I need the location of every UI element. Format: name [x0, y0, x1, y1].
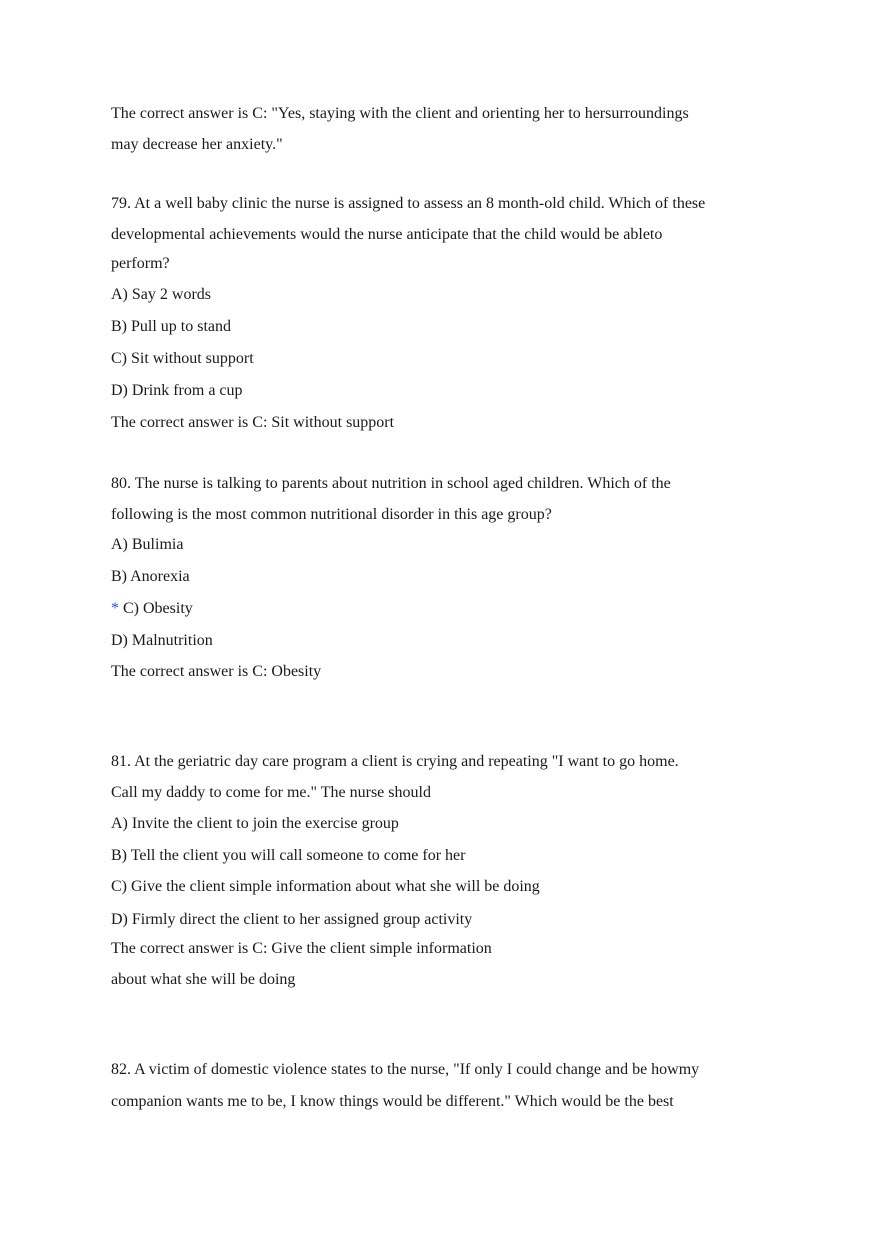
q80-answer: The correct answer is C: Obesity	[111, 663, 322, 680]
q81-option-b: B) Tell the client you will call someone to come for her	[111, 847, 466, 864]
q80-option-a: A) Bulimia	[111, 536, 184, 553]
q80-stem-line-2: following is the most common nutritional disorder in this age group?	[111, 506, 552, 523]
q80-option-b: B) Anorexia	[111, 568, 190, 585]
intro-answer-line-1: The correct answer is C: "Yes, staying with the client and orienting her to hersurroundings	[111, 105, 689, 122]
q81-option-a: A) Invite the client to join the exercise group	[111, 815, 399, 832]
q81-stem-line-1: 81. At the geriatric day care program a client is crying and repeating "I want to go home.	[111, 753, 679, 770]
q79-stem-line-3: perform?	[111, 255, 170, 272]
q82-stem-line-1: 82. A victim of domestic violence states to the nurse, "If only I could change and be howmy	[111, 1061, 700, 1078]
q80-option-c: C) Obesity	[123, 600, 193, 617]
asterisk-marker: *	[111, 600, 119, 617]
intro-answer-line-2: may decrease her anxiety."	[111, 136, 283, 153]
q79-option-a: A) Say 2 words	[111, 286, 211, 303]
q79-answer: The correct answer is C: Sit without support	[111, 414, 395, 431]
q79-option-c: C) Sit without support	[111, 350, 254, 367]
q79-stem-line-1: 79. At a well baby clinic the nurse is assigned to assess an 8 month-old child. Which of these	[111, 195, 706, 212]
q81-option-c: C) Give the client simple information about what she will be doing	[111, 878, 540, 895]
q79-option-d: D) Drink from a cup	[111, 382, 243, 399]
q81-answer-line-1: The correct answer is C: Give the client simple information	[111, 940, 492, 957]
q81-option-d: D) Firmly direct the client to her assigned group activity	[111, 911, 473, 928]
q80-option-c-row	[111, 599, 193, 619]
q79-option-b: B) Pull up to stand	[111, 318, 232, 335]
q79-stem-line-2: developmental achievements would the nurse anticipate that the child would be ableto	[111, 226, 663, 243]
q80-stem-line-1: 80. The nurse is talking to parents about nutrition in school aged children. Which of the	[111, 475, 671, 492]
q81-answer-line-2: about what she will be doing	[111, 971, 296, 988]
q82-stem-line-2: companion wants me to be, I know things would be different." Which would be the best	[111, 1093, 674, 1110]
q80-option-d: D) Malnutrition	[111, 632, 213, 649]
q81-stem-line-2: Call my daddy to come for me." The nurse should	[111, 784, 431, 801]
